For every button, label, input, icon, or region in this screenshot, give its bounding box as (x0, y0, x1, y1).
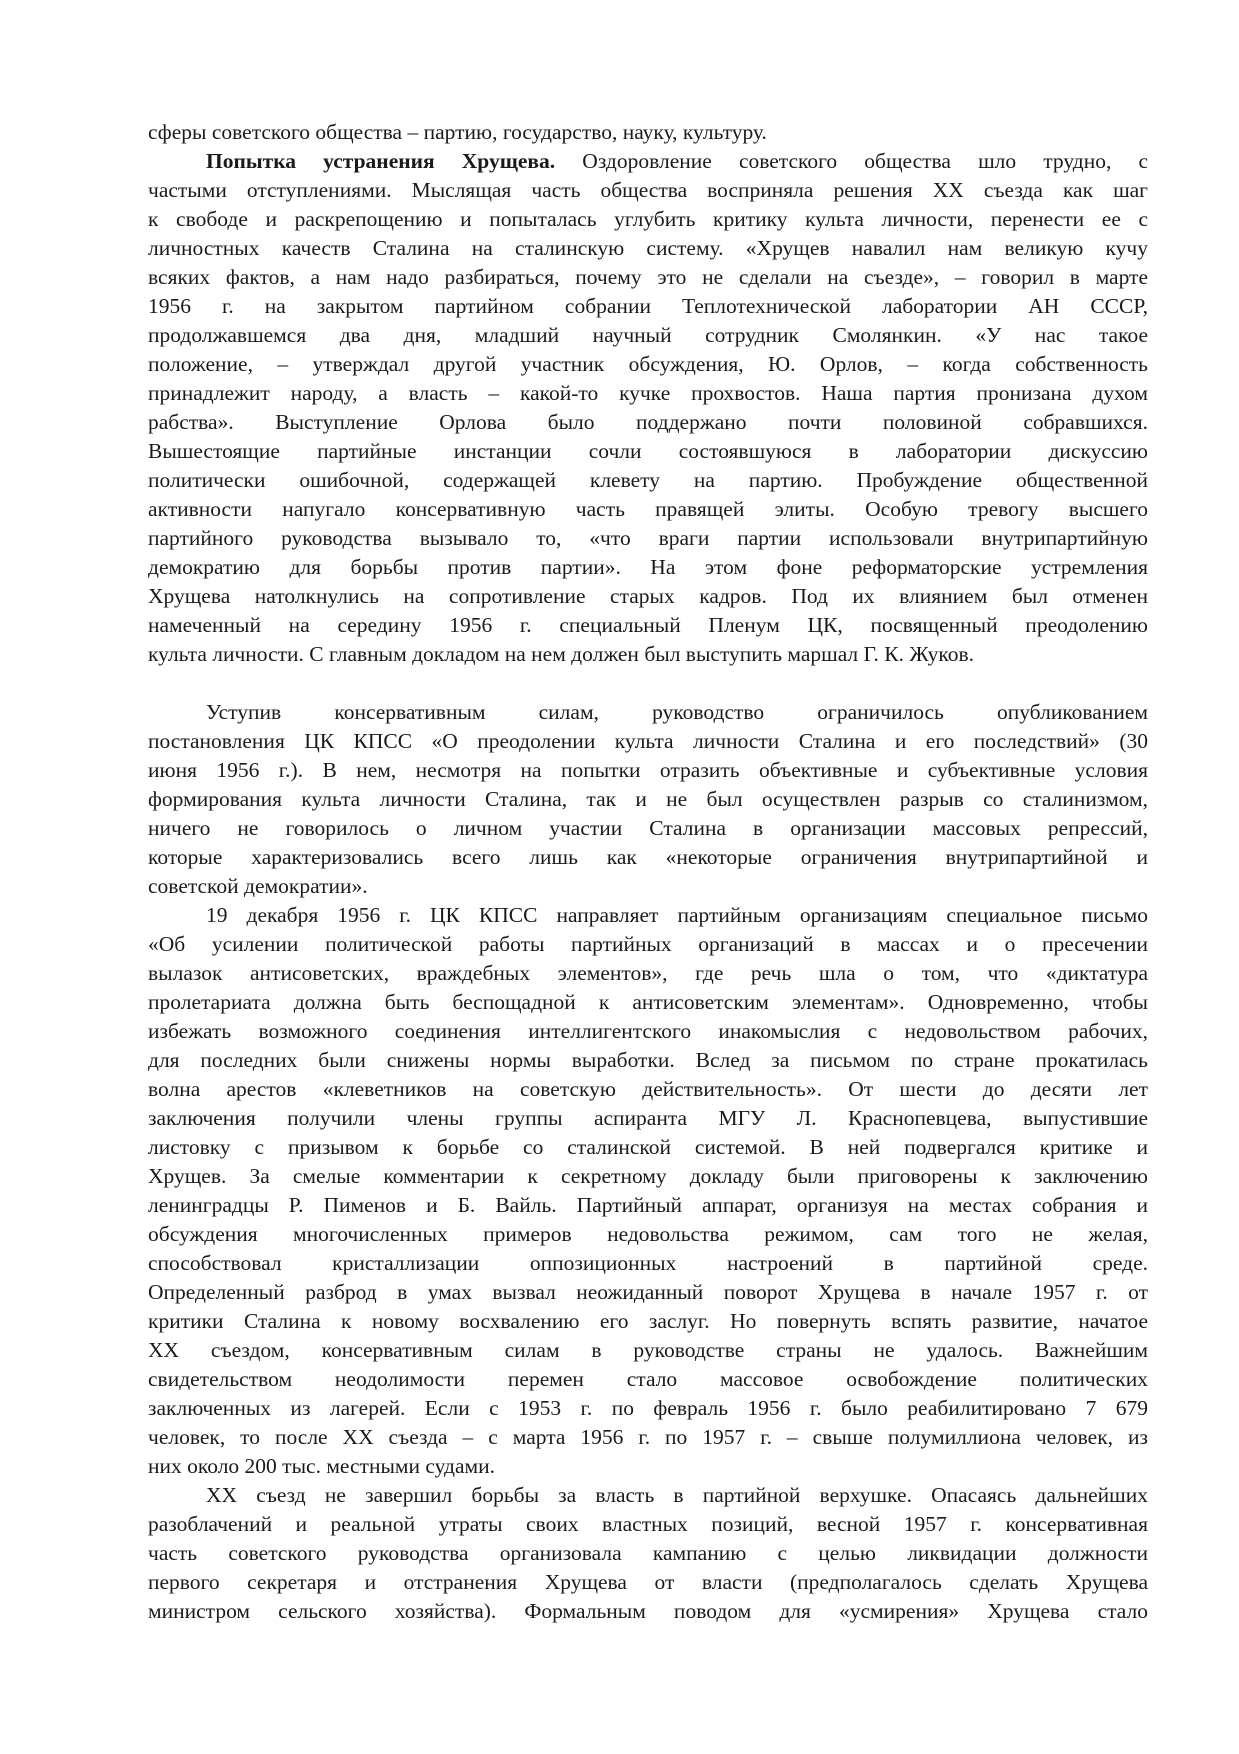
text-line (148, 1278, 1148, 1307)
text-line (148, 1452, 1148, 1481)
line-text: Определенный разброд в умах вызвал неожиданный поворот Хрущева в начале 1957 г. от (148, 1280, 1148, 1304)
line-text: постановления ЦК КПСС «О преодолении культа личности Сталина и его последствий» (30 (148, 729, 1148, 753)
text-line (148, 727, 1148, 756)
line-text: формирования культа личности Сталина, так и не был осуществлен разрыв со сталинизмом, (148, 787, 1148, 811)
line-text: партийного руководства вызывало то, «что враги партии использовали внутрипартийную (148, 526, 1148, 550)
line-text: личностных качеств Сталина на сталинскую систему. «Хрущев навалил нам великую кучу (148, 236, 1148, 260)
line-text: XX съезд не завершил борьбы за власть в партийной верхушке. Опасаясь дальнейших (206, 1483, 1148, 1507)
text-line (148, 1075, 1148, 1104)
text-line (148, 466, 1148, 495)
line-text: культа личности. С главным докладом на нем должен был выступить маршал Г. К. Жуков. (148, 642, 974, 666)
line-text: Вышестоящие партийные инстанции сочли состоявшуюся в лаборатории дискуссию (148, 439, 1148, 463)
text-line (148, 147, 1148, 176)
text-line (148, 756, 1148, 785)
line-text: министром сельского хозяйства). Формальным поводом для «усмирения» Хрущева стало (148, 1599, 1148, 1623)
paragraph-gap (148, 669, 1148, 698)
line-text: XX съездом, консервативным силам в руководстве страны не удалось. Важнейшим (148, 1338, 1148, 1362)
line-text: волна арестов «клеветников на советскую действительность». От шести до десяти лет (148, 1077, 1148, 1101)
text-line (148, 263, 1148, 292)
text-line (148, 1423, 1148, 1452)
line-text: первого секретаря и отстранения Хрущева от власти (предполагалось сделать Хрущева (148, 1570, 1148, 1594)
line-text: ничего не говорилось о личном участии Сталина в организации массовых репрессий, (148, 816, 1148, 840)
line-text: сферы советского общества – партию, государство, науку, культуру. (148, 120, 767, 144)
text-line (148, 1336, 1148, 1365)
text-line (148, 785, 1148, 814)
line-text: обсуждения многочисленных примеров недовольства режимом, сам того не желая, (148, 1222, 1148, 1246)
line-text: Уступив консервативным силам, руководство ограничилось опубликованием (206, 700, 1148, 724)
line-text: способствовал кристаллизации оппозиционных настроений в партийной среде. (148, 1251, 1148, 1275)
text-line (148, 1394, 1148, 1423)
line-text: свидетельством неодолимости перемен стало массовое освобождение политических (148, 1367, 1148, 1391)
paragraph-p3 (148, 901, 1148, 1481)
text-line (148, 1568, 1148, 1597)
line-text: вылазок антисоветских, враждебных элементов», где речь шла о том, что «диктатура (148, 961, 1148, 985)
line-text: Оздоровление советского общества шло трудно, с (555, 149, 1148, 173)
line-text: частыми отступлениями. Мыслящая часть общества восприняла решения XX съезда как шаг (148, 178, 1148, 202)
paragraph-p2 (148, 698, 1148, 901)
text-line (148, 959, 1148, 988)
text-line (148, 292, 1148, 321)
text-line (148, 1307, 1148, 1336)
line-text: намеченный на середину 1956 г. специальный Пленум ЦК, посвященный преодолению (148, 613, 1148, 637)
text-line (148, 843, 1148, 872)
line-text: часть советского руководства организовала кампанию с целью ликвидации должности (148, 1541, 1148, 1565)
text-line (148, 988, 1148, 1017)
text-line (148, 1481, 1148, 1510)
line-text: ленинградцы Р. Пименов и Б. Вайль. Партийный аппарат, организуя на местах собрания и (148, 1193, 1148, 1217)
line-text: 19 декабря 1956 г. ЦК КПСС направляет партийным организациям специальное письмо (206, 903, 1148, 927)
line-text: Хрущева натолкнулись на сопротивление старых кадров. Под их влиянием был отменен (148, 584, 1148, 608)
text-line (148, 205, 1148, 234)
line-text: пролетариата должна быть беспощадной к антисоветским элементам». Одновременно, чтобы (148, 990, 1148, 1014)
paragraph-p1 (148, 147, 1148, 669)
document-page (148, 118, 1148, 1626)
line-text: всяких фактов, а нам надо разбираться, почему это не сделали на съезде», – говорил в марте (148, 265, 1148, 289)
text-line (148, 524, 1148, 553)
line-text: заключенных из лагерей. Если с 1953 г. по февраль 1956 г. было реабилитировано 7 679 (148, 1396, 1148, 1420)
text-line (148, 611, 1148, 640)
line-text: листовку с призывом к борьбе со сталинской системой. В ней подвергался критике и (148, 1135, 1148, 1159)
text-line (148, 872, 1148, 901)
text-line (148, 1510, 1148, 1539)
text-line (148, 582, 1148, 611)
text-line (148, 495, 1148, 524)
text-line (148, 379, 1148, 408)
text-line (148, 1017, 1148, 1046)
text-line (148, 1365, 1148, 1394)
paragraph-p4 (148, 1481, 1148, 1626)
text-line (148, 1133, 1148, 1162)
line-text: советской демократии». (148, 874, 368, 898)
text-line (148, 1220, 1148, 1249)
text-line (148, 814, 1148, 843)
line-text: июня 1956 г.). В нем, несмотря на попытки отразить объективные и субъективные условия (148, 758, 1148, 782)
line-text: для последних были снижены нормы выработки. Вслед за письмом по стране прокатилась (148, 1048, 1148, 1072)
line-text: демократию для борьбы против партии». На этом фоне реформаторские устремления (148, 555, 1148, 579)
text-line (148, 408, 1148, 437)
line-text: «Об усилении политической работы партийных организаций в массах и о пресечении (148, 932, 1148, 956)
line-text: 1956 г. на закрытом партийном собрании Теплотехнической лаборатории АН СССР, (148, 294, 1148, 318)
line-text: которые характеризовались всего лишь как «некоторые ограничения внутрипартийной и (148, 845, 1148, 869)
text-line (148, 1046, 1148, 1075)
line-text: рабства». Выступление Орлова было поддержано почти половиной собравшихся. (148, 410, 1148, 434)
text-line (148, 901, 1148, 930)
line-text: разоблачений и реальной утраты своих властных позиций, весной 1957 г. консервативная (148, 1512, 1148, 1536)
text-line (148, 553, 1148, 582)
line-text: избежать возможного соединения интеллигентского инакомыслия с недовольством рабочих, (148, 1019, 1148, 1043)
text-line (148, 1191, 1148, 1220)
line-text: активности напугало консервативную часть правящей элиты. Особую тревогу высшего (148, 497, 1148, 521)
line-text: принадлежит народу, а власть – какой-то кучке прохвостов. Наша партия пронизана духом (148, 381, 1148, 405)
line-text: Хрущев. За смелые комментарии к секретному докладу были приговорены к заключению (148, 1164, 1148, 1188)
text-line (148, 234, 1148, 263)
line-text: заключения получили члены группы аспиранта МГУ Л. Краснопевцева, выпустившие (148, 1106, 1148, 1130)
text-line (148, 176, 1148, 205)
text-line (148, 350, 1148, 379)
text-line (148, 1104, 1148, 1133)
line-text: них около 200 тыс. местными судами. (148, 1454, 496, 1478)
text-line (148, 1249, 1148, 1278)
line-text: политически ошибочной, содержащей клевету на партию. Пробуждение общественной (148, 468, 1148, 492)
text-line (148, 437, 1148, 466)
text-line (148, 321, 1148, 350)
text-line (148, 930, 1148, 959)
text-line (148, 698, 1148, 727)
section-heading: Попытка устранения Хрущева. (206, 149, 556, 173)
text-line (148, 1162, 1148, 1191)
line-text: продолжавшемся два дня, младший научный сотрудник Смолянкин. «У нас такое (148, 323, 1148, 347)
paragraph-p0 (148, 118, 1148, 147)
text-line (148, 1597, 1148, 1626)
line-text: человек, то после XX съезда – с марта 1956 г. по 1957 г. – свыше полумиллиона человек, из (148, 1425, 1148, 1449)
line-text: положение, – утверждал другой участник обсуждения, Ю. Орлов, – когда собственность (148, 352, 1148, 376)
text-line (148, 118, 1148, 147)
line-text: к свободе и раскрепощению и попыталась углубить критику культа личности, перенести ее с (148, 207, 1148, 231)
text-line (148, 1539, 1148, 1568)
line-text: критики Сталина к новому восхвалению его заслуг. Но повернуть вспять развитие, начатое (148, 1309, 1148, 1333)
text-line (148, 640, 1148, 669)
